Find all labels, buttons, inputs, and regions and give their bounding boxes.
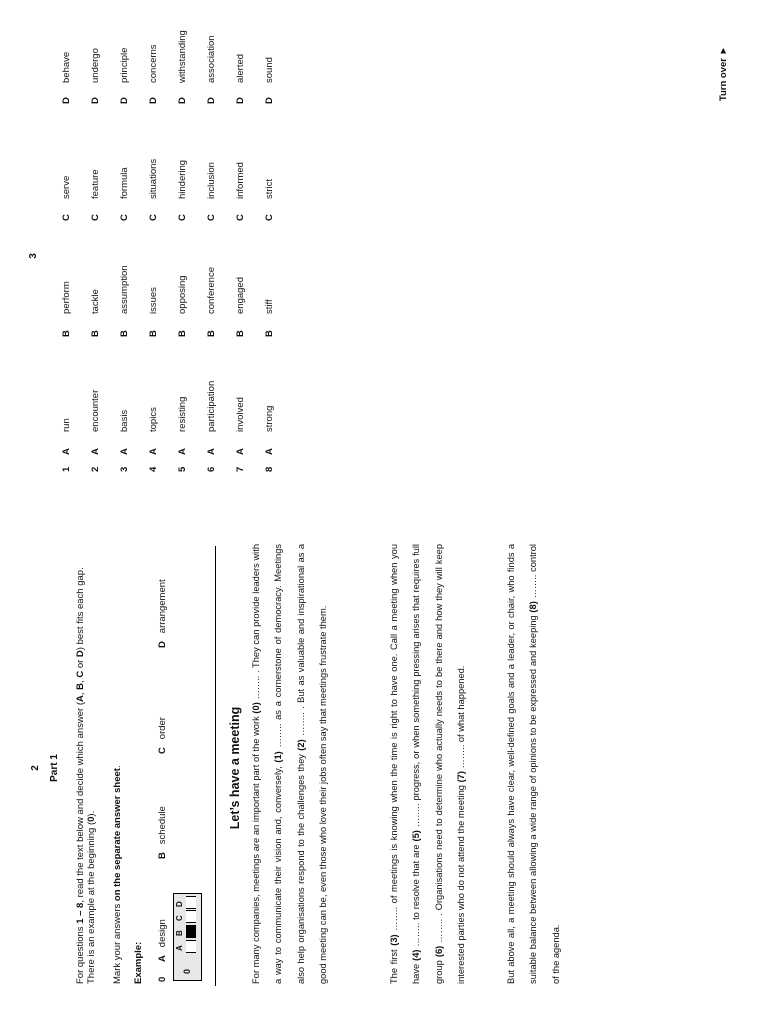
question-number: 3 [119, 466, 130, 472]
option-letter: C [148, 214, 159, 221]
text: …….. . They can provide leaders with a way to communicate their vision and, conversely, [251, 544, 284, 984]
sheet-letter: B [175, 930, 184, 936]
option-a: basis [119, 409, 130, 432]
option-letter: D [119, 97, 130, 104]
option-d: principle [119, 47, 130, 83]
option-c: hindering [177, 159, 188, 199]
instr-letter: D [75, 650, 86, 658]
option-d: undergo [90, 48, 101, 83]
part-heading: Part 1 [49, 754, 60, 782]
option-letter: B [90, 330, 101, 337]
mark-instruction [112, 765, 123, 984]
option-c: formula [119, 167, 130, 199]
gap-0: (0) [251, 702, 261, 714]
option-letter: D [206, 97, 217, 104]
divider [215, 546, 216, 986]
page-number: 2 [30, 765, 41, 771]
option-letter: C [157, 747, 168, 754]
option-b: opposing [177, 275, 188, 314]
sheet-box-b-selected [186, 925, 196, 938]
example-option-d [157, 579, 168, 648]
paragraph-1 [245, 544, 334, 984]
paragraph-3 [500, 544, 567, 984]
question-number: 5 [177, 466, 188, 472]
option-letter: A [264, 448, 275, 455]
option-letter: A [90, 448, 101, 455]
option-c: strict [264, 178, 275, 199]
option-letter: A [177, 448, 188, 455]
page-number: 3 [28, 253, 39, 259]
text: For many companies, meetings are an important part of the work [251, 713, 261, 984]
instr-letter: A [75, 695, 86, 702]
option-a: run [61, 418, 72, 432]
option-d: behave [61, 51, 72, 83]
option-letter: D [148, 97, 159, 104]
option-letter: D [61, 97, 72, 104]
mark-bold: on the separate answer sheet [112, 768, 123, 902]
option-letter: B [264, 330, 275, 337]
option-a: resisting [177, 396, 188, 432]
question-number: 7 [235, 466, 246, 472]
option-a: encounter [90, 389, 101, 432]
example-num: 0 [157, 976, 168, 982]
instr-text: ). [86, 810, 97, 817]
instr-text: For questions [75, 923, 86, 984]
text: …….. . But as valuable and inspirational as a good meeting can be, even those who love their jobs often say that meetings frustrate them. [295, 543, 328, 984]
gap-5: (5) [411, 830, 422, 842]
example-number [157, 977, 168, 982]
option-letter: B [119, 330, 130, 337]
gap-3: (3) [389, 934, 399, 946]
gap-7: (7) [455, 771, 466, 783]
gap-2: (2) [295, 739, 306, 751]
option-word: schedule [157, 806, 168, 845]
text: …….. control of the agenda. [528, 544, 561, 984]
example-option-a [157, 919, 168, 962]
option-b: assumption [119, 265, 130, 314]
option-letter: C [177, 214, 188, 221]
example-option-b [157, 806, 168, 859]
option-c: feature [90, 169, 101, 199]
option-d: sound [264, 57, 275, 83]
option-letter: A [157, 955, 168, 962]
option-c: situations [148, 158, 159, 199]
option-letter: B [177, 330, 188, 337]
option-a: strong [264, 405, 275, 432]
instr-letter: B [75, 682, 86, 690]
question-number: 8 [264, 466, 275, 472]
option-letter: D [157, 641, 168, 648]
option-letter: D [264, 97, 275, 104]
option-letter: D [90, 97, 101, 104]
text: …….. progress, or when something pressing arises that requires full group [411, 544, 444, 984]
option-letter: A [61, 448, 72, 455]
option-letter: A [206, 448, 217, 455]
sheet-box-d [186, 896, 196, 909]
option-letter: C [264, 214, 275, 221]
option-d: withstanding [177, 30, 188, 83]
option-letter: B [148, 330, 159, 337]
text: …….. as a cornerstone of democracy. Meetings also help organisations respond to the challenges they [273, 543, 306, 984]
text: …….. of what happened. [455, 665, 466, 772]
gap-8: (8) [528, 601, 539, 613]
instr-zero: 0 [86, 816, 97, 822]
question-number: 1 [61, 466, 72, 472]
question-number: 4 [148, 466, 159, 472]
sheet-letter: D [175, 901, 184, 907]
option-d: association [206, 35, 217, 83]
sheet-letter: A [175, 945, 184, 951]
option-letter: B [61, 330, 72, 337]
option-d: alerted [235, 53, 246, 83]
instr-range: 1 – 8 [75, 902, 86, 924]
page-two [0, 512, 768, 1024]
option-b: perform [61, 281, 72, 314]
option-word: design [157, 919, 168, 948]
option-letter: D [177, 97, 188, 104]
option-letter: C [206, 214, 217, 221]
passage-title: Let’s have a meeting [228, 706, 242, 830]
option-d: concerns [148, 44, 159, 83]
text: …….. to resolve that are [411, 841, 422, 950]
option-a: participation [206, 380, 217, 432]
option-letter: C [235, 214, 246, 221]
option-letter: A [148, 448, 159, 455]
example-label: Example: [133, 941, 144, 984]
instr-text: or [75, 657, 86, 671]
text: The first [389, 945, 399, 984]
mark-text: . [112, 765, 123, 769]
text: But above all, a meeting should always have clear, well-defined goals and a leader, or chair, who finds a suitable balance between allowing a wide range of opinions to be expressed and keeping [506, 544, 539, 984]
mark-text: Mark your answers [112, 901, 123, 984]
sheet-box-a [186, 940, 196, 953]
answer-sheet-example [173, 893, 202, 981]
option-a: involved [235, 397, 246, 432]
option-b: engaged [235, 277, 246, 314]
turn-over-label: Turn over ► [718, 46, 729, 102]
question-number: 6 [206, 466, 217, 472]
option-c: informed [235, 162, 246, 199]
sheet-number: 0 [182, 968, 192, 974]
option-c: inclusion [206, 162, 217, 199]
instr-text: There is an example at the beginning ( [86, 821, 97, 984]
instr-text: ) best fits each gap. [75, 567, 86, 651]
text: …….. . Organisations need to determine who actually needs to be there and how they will keep interested parties who do not attend the meeting [433, 544, 466, 984]
option-word: arrangement [157, 579, 168, 634]
option-b: tackle [90, 289, 101, 314]
instructions: For questions 1 – 8, read the text below and decide which answer (A, B, C or D) best fits each gap. There is an example at the beginning (0). [75, 567, 97, 984]
option-letter: B [206, 330, 217, 337]
gap-4: (4) [411, 949, 422, 961]
option-letter: D [235, 97, 246, 104]
option-b: stiff [264, 299, 275, 314]
option-letter: C [61, 214, 72, 221]
option-letter: A [235, 448, 246, 455]
option-letter: B [157, 852, 168, 859]
instr-text: , read the text below and decide which answer ( [75, 701, 86, 903]
text: …….. of meetings is knowing when the time is right to have one. Call a meeting when you have [389, 544, 422, 984]
option-c: serve [61, 175, 72, 199]
gap-6: (6) [433, 945, 444, 958]
option-b: conference [206, 266, 217, 314]
sheet-box-c [186, 910, 196, 923]
gap-1: (1) [273, 751, 284, 763]
option-letter: C [90, 214, 101, 221]
option-b: issues [148, 287, 159, 314]
example-option-c [157, 717, 168, 754]
option-a: topics [148, 407, 159, 432]
question-number: 2 [90, 466, 101, 472]
sheet-letter: C [175, 915, 184, 921]
option-letter: B [235, 330, 246, 337]
option-letter: C [119, 214, 130, 221]
option-letter: A [119, 448, 130, 455]
option-word: order [157, 717, 168, 740]
paragraph-2 [383, 544, 472, 984]
instr-letter: C [75, 670, 86, 678]
